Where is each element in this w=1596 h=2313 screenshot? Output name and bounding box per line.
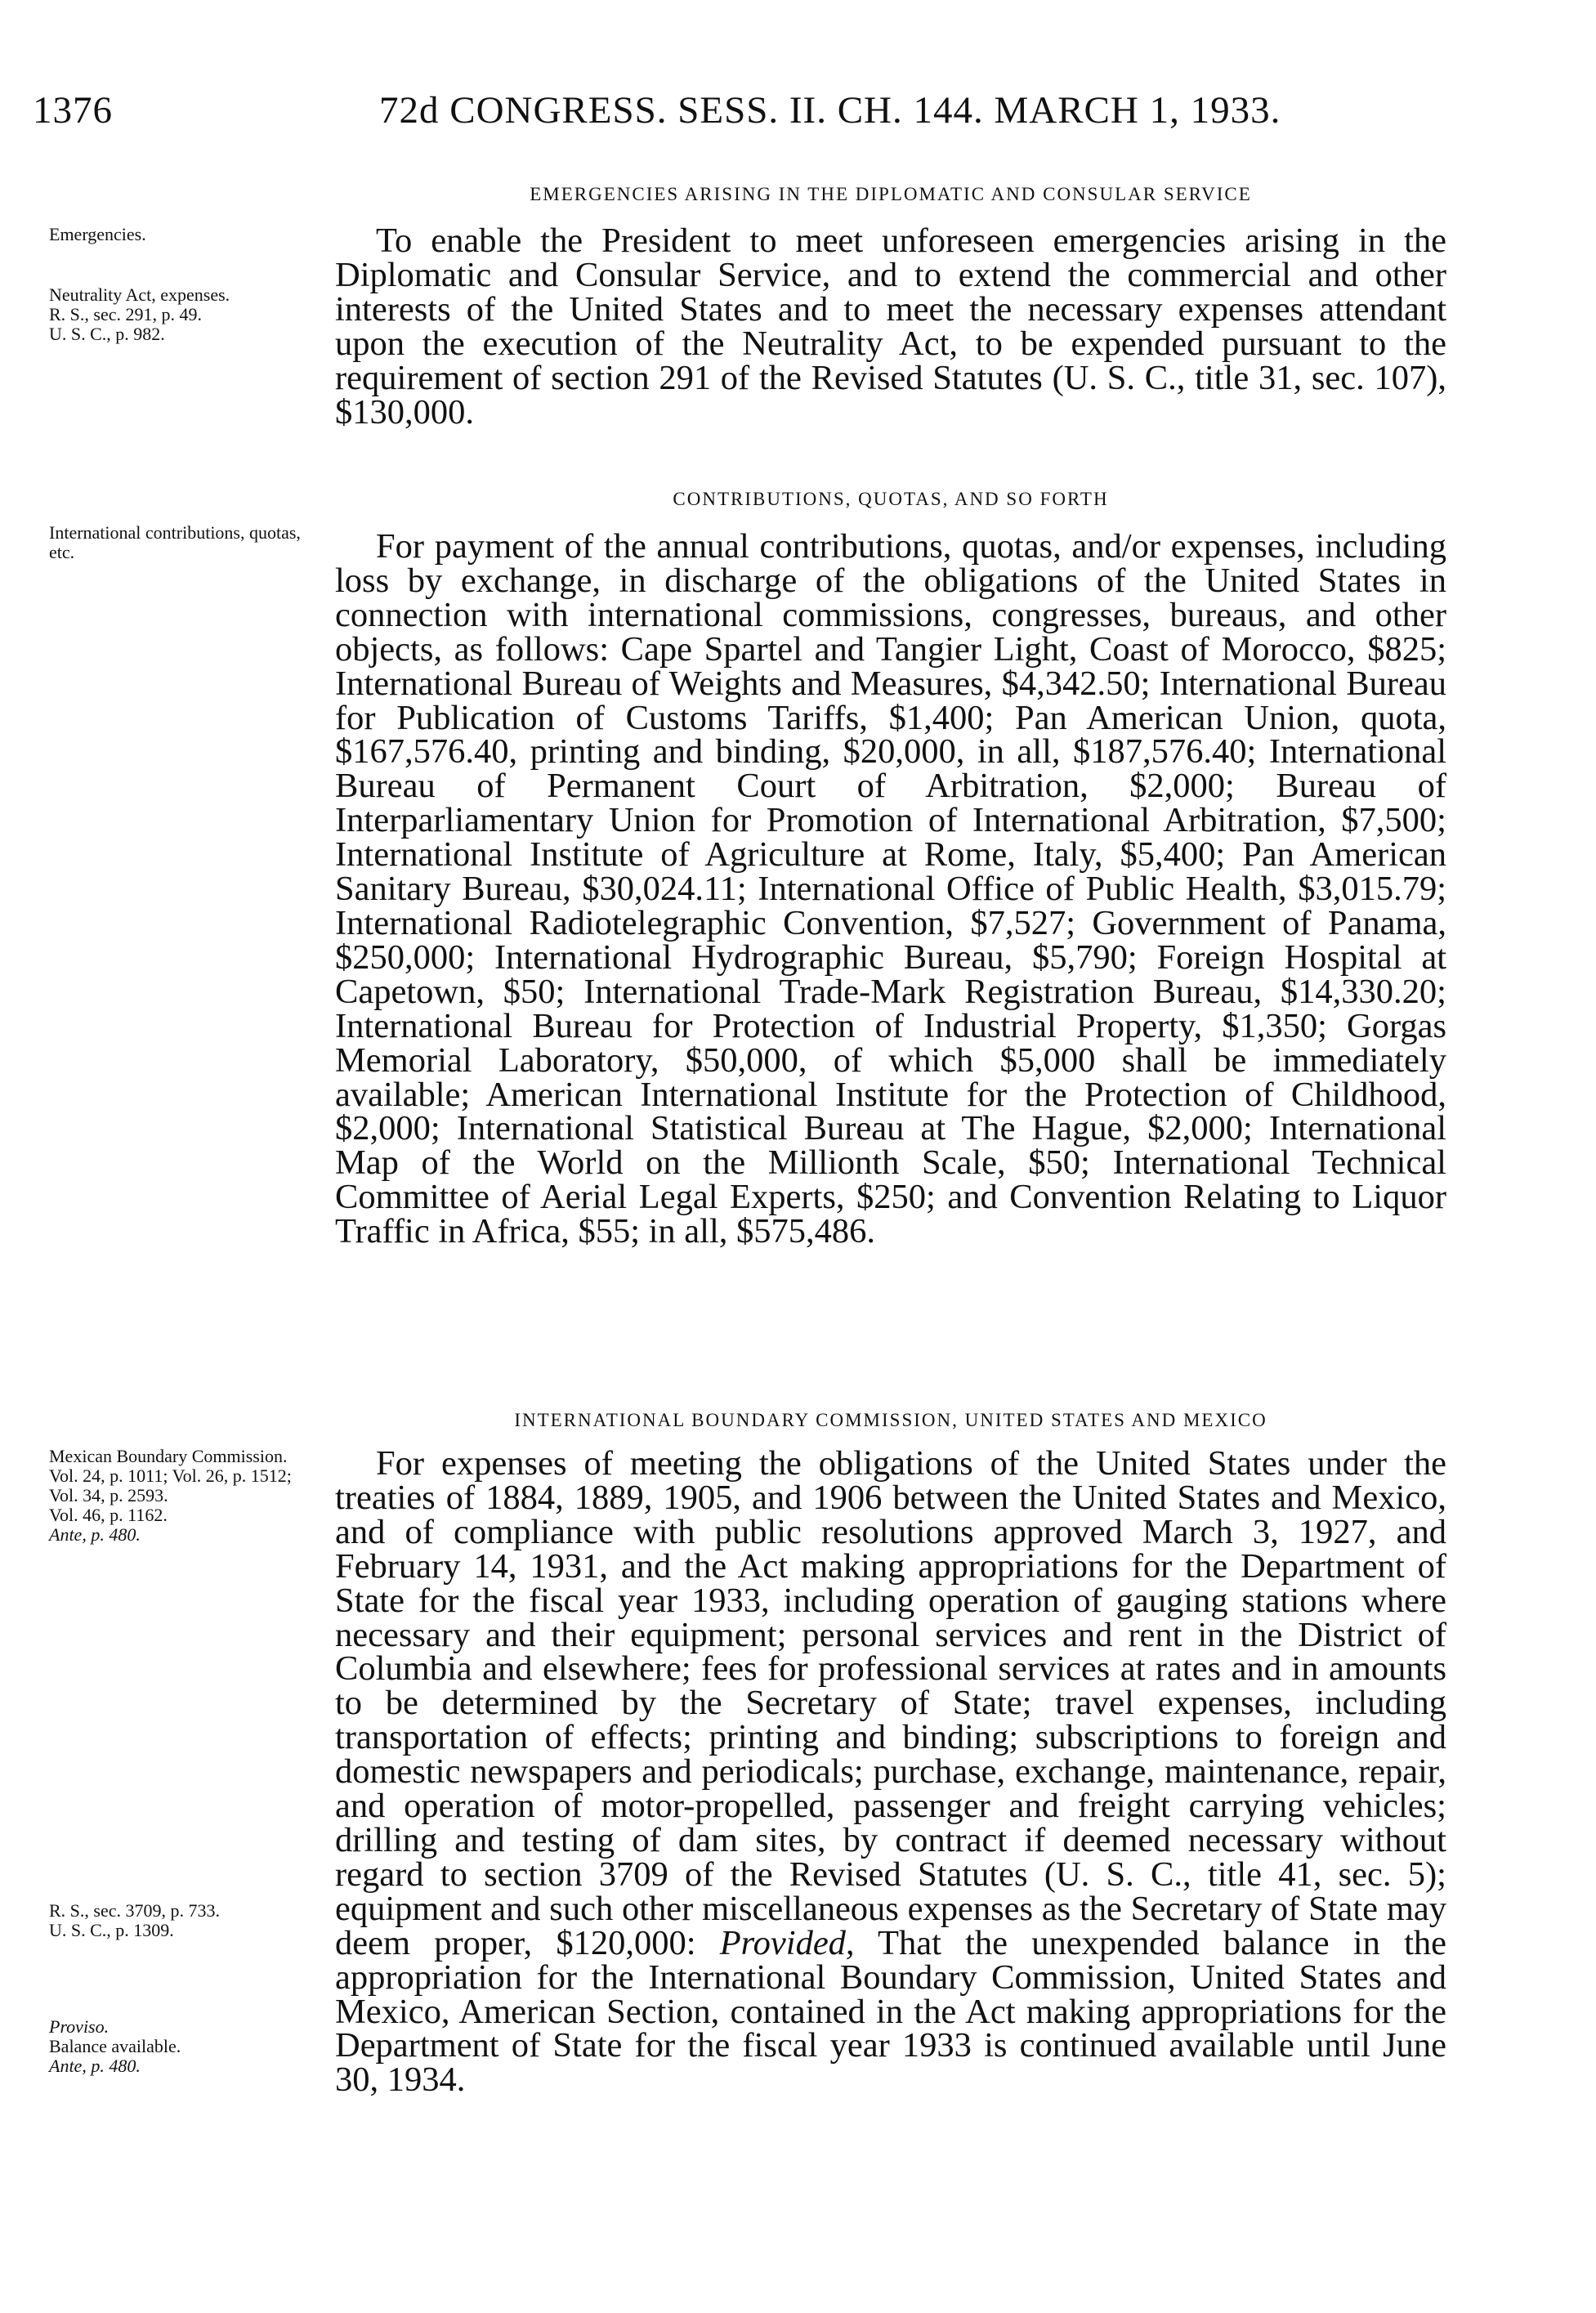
margin-notes-emergencies: [49, 225, 311, 344]
page-header: [33, 88, 1446, 137]
margin-notes-boundary-b: [49, 1901, 311, 1940]
margin-note: Ante, p. 480.: [49, 1524, 141, 1545]
margin-notes-boundary-a: [49, 1447, 311, 1545]
running-title: 72d CONGRESS. SESS. II. CH. 144. MARCH 1, 1933.: [379, 89, 1281, 132]
paragraph: To enable the President to meet unforeseen emergencies arising in the Diplomatic and Consular Service, and to extend the commercial and other interests of the United States and to meet the necessary expenses attendant upon the execution of the Neutrality Act, to be expended pursuant to the requirement of section 291 of the Revised Statutes (U. S. C., title 31, sec. 107), $130,000.: [335, 221, 1446, 432]
section-heading-boundary-commission: INTERNATIONAL BOUNDARY COMMISSION, UNITED STATES AND MEXICO: [514, 1410, 1267, 1430]
section-body-contributions: [335, 527, 1446, 1251]
section-body-emergencies: [335, 221, 1446, 432]
margin-note: Emergencies.: [49, 224, 146, 244]
margin-note: U. S. C., p. 982.: [49, 324, 165, 344]
margin-note: Neutrality Act, expenses.: [49, 284, 230, 305]
margin-note: Mexican Boundary Commission.: [49, 1446, 288, 1466]
margin-note: Balance available.: [49, 2036, 181, 2056]
margin-note: U. S. C., p. 1309.: [49, 1920, 174, 1940]
margin-note: Vol. 46, p. 1162.: [49, 1505, 168, 1525]
section-heading-contributions: CONTRIBUTIONS, QUOTAS, AND SO FORTH: [673, 489, 1109, 509]
proviso-word: Provided,: [719, 1923, 855, 1962]
section-body-boundary-commission: [335, 1444, 1446, 2100]
paragraph-text: For expenses of meeting the obligations of the United States under the treaties of 1884, 1889, 1905, and 1906 between the United States and Mexico, and of compliance with public resolutions approved March 3, 1927, and February 14, 1931, and the Act making appropriations for the Department of State for the fiscal year 1933, including operation of gauging stations where necessary and their equipment; personal services and rent in the District of Columbia and elsewhere; fees for professional services at rates and in amounts to be determined by the Secretary of State; travel expenses, including transportation of effects; printing and binding; subscriptions to foreign and domestic newspapers and periodicals; purchase, exchange, maintenance, repair, and operation of motor-propelled, passenger and freight carrying vehicles; drilling and testing of dam sites, by contract if deemed necessary without regard to section 3709 of the Revised Statutes (U. S. C., title 41, sec. 5); equipment and such other miscellaneous expenses as the Secretary of State may deem proper, $120,000:: [335, 1444, 1446, 1962]
paragraph: For payment of the annual contributions, quotas, and/or expenses, including loss by exchange, in discharge of the obligations of the United States in connection with international commissions, congresses, bureaus, and other objects, as follows: Cape Spartel and Tangier Light, Coast of Morocco, $825; International Bureau of Weights and Measures, $4,342.50; International Bureau for Publication of Customs Tariffs, $1,400; Pan American Union, quota, $167,576.40, printing and binding, $20,000, in all, $187,576.40; International Bureau of Permanent Court of Arbitration, $2,000; Bureau of Interparliamentary Union for Promotion of International Arbitration, $7,500; International Institute of Agriculture at Rome, Italy, $5,400; Pan American Sanitary Bureau, $30,024.11; International Office of Public Health, $3,015.79; International Radiotelegraphic Convention, $7,527; Government of Panama, $250,000; International Hydrographic Bureau, $5,790; Foreign Hospital at Capetown, $50; International Trade-Mark Registration Bureau, $14,330.20; International Bureau for Protection of Industrial Property, $1,350; Gorgas Memorial Laboratory, $50,000, of which $5,000 shall be immediately available; American International Institute for the Protection of Childhood, $2,000; International Statistical Bureau at The Hague, $2,000; International Map of the World on the Millionth Scale, $50; International Technical Committee of Aerial Legal Experts, $250; and Convention Relating to Liquor Traffic in Africa, $55; in all, $575,486.: [335, 527, 1446, 1251]
margin-note: International contributions, quotas, etc.: [49, 522, 301, 562]
paragraph-text-after-proviso: That the unexpended balance in the appropriation for the International Boundary Commission, United States and Mexico, American Section, contained in the Act making appropriations for the Department of State for the fiscal year 1933 is continued available until June 30, 1934.: [335, 1923, 1446, 2100]
margin-note: R. S., sec. 3709, p. 733.: [49, 1900, 220, 1921]
margin-note: Vol. 24, p. 1011; Vol. 26, p. 1512; Vol. 34, p. 2593.: [49, 1465, 292, 1505]
section-heading-emergencies: EMERGENCIES ARISING IN THE DIPLOMATIC AND CONSULAR SERVICE: [530, 184, 1252, 204]
page-number: 1376: [33, 89, 113, 132]
paragraph: [335, 1444, 1446, 2100]
margin-notes-proviso: [49, 2017, 311, 2076]
margin-note: Proviso.: [49, 2016, 110, 2037]
margin-note: R. S., sec. 291, p. 49.: [49, 304, 202, 324]
margin-note: Ante, p. 480.: [49, 2056, 141, 2076]
margin-notes-contributions: [49, 523, 311, 562]
